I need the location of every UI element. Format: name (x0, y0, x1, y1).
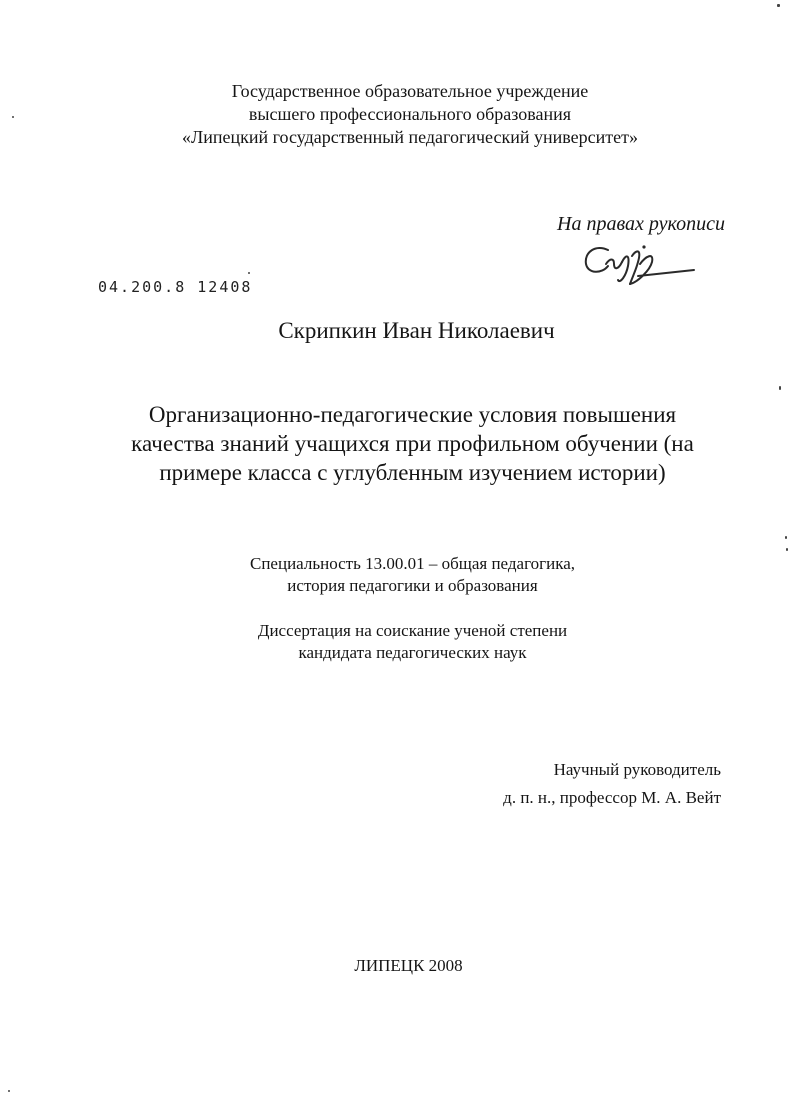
manuscript-note: На правах рукописи (557, 213, 725, 235)
degree-line-1: Диссертация на соискание ученой степени (257, 621, 568, 640)
specialty-line-1: Специальность 13.00.01 – общая педагогика, (250, 554, 575, 573)
supervisor-block (503, 756, 721, 812)
institution-line-1: Государственное образовательное учреждение (231, 81, 589, 101)
catalog-number: 04.200.8 12408 (98, 278, 253, 296)
institution-line-3: «Липецкий государственный педагогический университет» (182, 127, 638, 147)
scan-speck (777, 4, 780, 7)
supervisor-label: Научный руководитель (553, 760, 721, 779)
title-line-2: качества знаний учащихся при профильном обучении (на (131, 431, 694, 456)
city-year: ЛИПЕЦК 2008 (354, 956, 463, 975)
author-name: Скрипкин Иван Николаевич (278, 318, 555, 343)
specialty-block (14, 553, 797, 597)
scan-speck (8, 1090, 10, 1092)
title-line-3: примере класса с углубленным изучением истории) (159, 460, 666, 485)
institution-header (20, 80, 797, 149)
scan-speck (248, 272, 250, 274)
scan-speck (12, 116, 14, 118)
scan-speck (786, 548, 788, 551)
scan-speck (779, 386, 781, 390)
degree-block (14, 620, 797, 664)
specialty-line-2: история педагогики и образования (287, 576, 538, 595)
handwritten-signature (578, 240, 698, 290)
supervisor-name: д. п. н., профессор М. А. Вейт (503, 788, 721, 807)
dissertation-title (14, 400, 797, 487)
institution-line-2: высшего профессионального образования (248, 104, 572, 124)
degree-line-2: кандидата педагогических наук (298, 643, 527, 662)
scan-speck (785, 536, 787, 539)
title-line-1: Организационно-педагогические условия повышения (148, 402, 677, 427)
